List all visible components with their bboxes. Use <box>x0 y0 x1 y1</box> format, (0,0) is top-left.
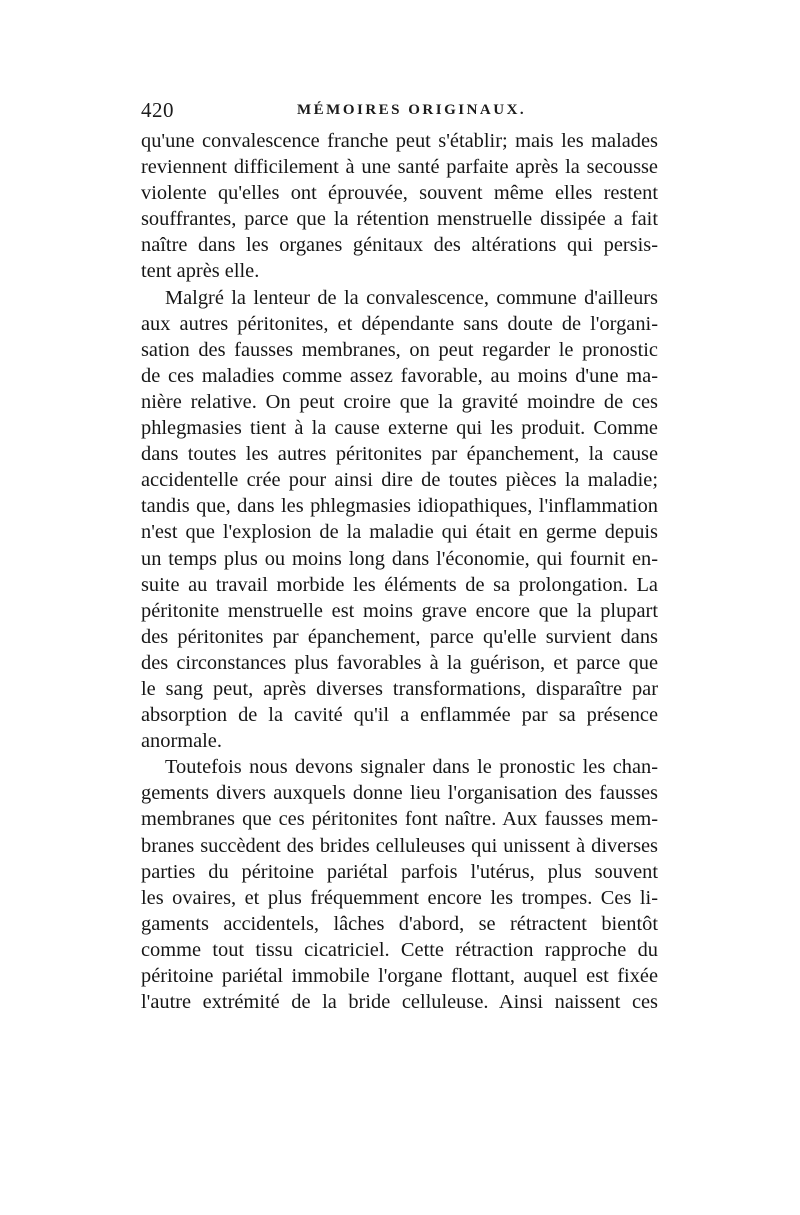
text-line: violente qu'elles ont éprouvée, souvent même elles restent <box>141 182 658 205</box>
text-line: les ovaires, et plus fréquemment encore les trompes. Ces li- <box>141 886 658 909</box>
text-line: sation des fausses membranes, on peut regarder le pronostic <box>141 338 658 361</box>
text-line: membranes que ces péritonites font naître. Aux fausses mem- <box>141 808 658 831</box>
text-line: phlegmasies tient à la cause externe qui les produit. Comme <box>141 417 658 440</box>
text-line: tent après elle. <box>141 260 260 283</box>
text-line: un temps plus ou moins long dans l'économie, qui fournit en- <box>141 547 658 570</box>
text-line: péritonite menstruelle est moins grave encore que la plupart <box>141 599 658 622</box>
text-line: nière relative. On peut croire que la gravité moindre de ces <box>141 390 658 413</box>
text-line: anormale. <box>141 730 222 753</box>
text-line: accidentelle crée pour ainsi dire de toutes pièces la maladie; <box>141 469 658 492</box>
text-line: parties du péritoine pariétal parfois l'utérus, plus souvent <box>141 860 658 883</box>
text-line: le sang peut, après diverses transformations, disparaître par <box>141 677 658 700</box>
running-head: MÉMOIRES ORIGINAUX. <box>297 102 527 118</box>
text-line: branes succèdent des brides celluleuses qui unissent à diverses <box>141 834 658 857</box>
text-line: gements divers auxquels donne lieu l'organisation des fausses <box>141 782 658 805</box>
text-line: gaments accidentels, lâches d'abord, se rétractent bientôt <box>141 912 658 935</box>
text-line: péritoine pariétal immobile l'organe flottant, auquel est fixée <box>141 965 658 987</box>
page-number: 420 <box>141 98 174 122</box>
page-header <box>141 96 661 128</box>
text-line: aux autres péritonites, et dépendante sans doute de l'organi- <box>141 312 658 335</box>
text-line: naître dans les organes génitaux des altérations qui persis- <box>141 234 658 257</box>
text-line: Toutefois nous devons signaler dans le pronostic les chan- <box>165 756 658 779</box>
text-line: l'autre extrémité de la bride celluleuse. Ainsi naissent ces <box>141 991 658 1014</box>
text-line: Malgré la lenteur de la convalescence, commune d'ailleurs <box>165 286 658 309</box>
text-line: absorption de la cavité qu'il a enflammée par sa présence <box>141 704 658 727</box>
text-line: dans toutes les autres péritonites par épanchement, la cause <box>141 443 658 466</box>
text-line: n'est que l'explosion de la maladie qui était en germe depuis <box>141 521 658 544</box>
text-line: comme tout tissu cicatriciel. Cette rétraction rapproche du <box>141 938 658 961</box>
text-line: de ces maladies comme assez favorable, au moins d'une ma- <box>141 364 658 387</box>
text-line: reviennent difficilement à une santé parfaite après la secousse <box>141 156 658 179</box>
text-line: souffrantes, parce que la rétention menstruelle dissipée a fait <box>141 208 658 231</box>
text-line: des péritonites par épanchement, parce qu'elle survient dans <box>141 625 658 648</box>
text-line: qu'une convalescence franche peut s'établir; mais les malades <box>141 130 658 152</box>
body-text <box>141 128 658 1015</box>
text-line: des circonstances plus favorables à la guérison, et parce que <box>141 651 658 674</box>
text-line: tandis que, dans les phlegmasies idiopathiques, l'inflammation <box>141 495 658 518</box>
text-line: suite au travail morbide les éléments de sa prolongation. La <box>141 573 658 596</box>
